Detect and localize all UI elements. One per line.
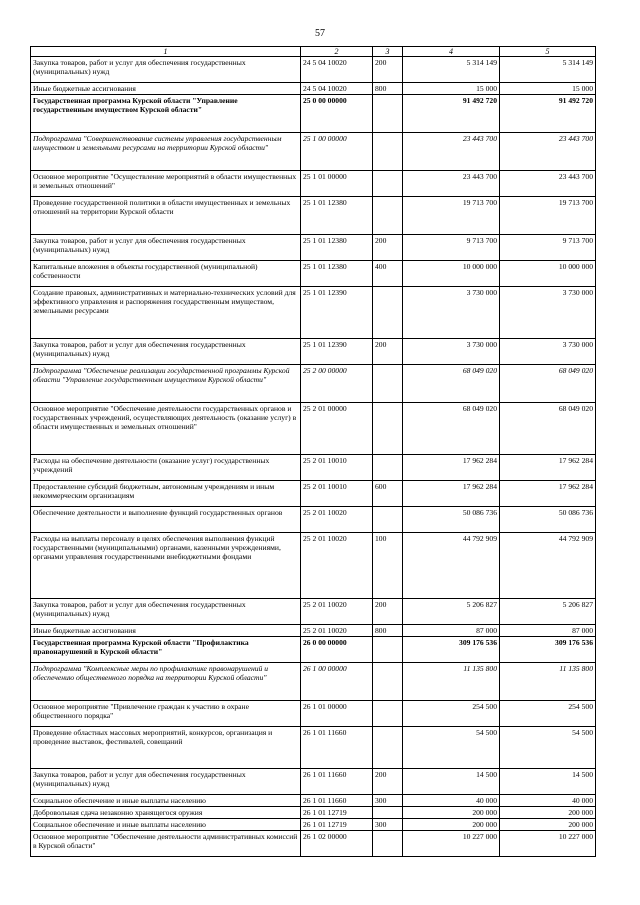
row-name-cell: Закупка товаров, работ и услуг для обеспечения государственных (муниципальных) нужд — [31, 235, 301, 261]
row-amount-cell: 15 000 — [500, 83, 596, 95]
row-amount-cell: 9 713 700 — [403, 235, 500, 261]
row-name-cell: Основное мероприятие "Обеспечение деятельности государственных органов и государственных учреждений, осуществляющих деятельность (оказание услуг) в области имущественных и земельных отношений" — [31, 403, 301, 455]
row-amount-cell: 17 962 284 — [500, 455, 596, 481]
table-row — [31, 133, 596, 171]
row-name-cell: Расходы на обеспечение деятельности (оказание услуг) государственных учреждений — [31, 455, 301, 481]
table-row — [31, 507, 596, 533]
table-row — [31, 235, 596, 261]
row-amount-cell: 19 713 700 — [403, 197, 500, 235]
row-name-cell: Основное мероприятие "Привлечение граждан к участию в охране общественного порядка" — [31, 701, 301, 727]
column-header: 4 — [403, 47, 500, 57]
row-code-cell: 25 2 01 10020 — [301, 507, 373, 533]
row-amount-cell: 40 000 — [500, 795, 596, 807]
row-name-cell: Закупка товаров, работ и услуг для обеспечения государственных (муниципальных) нужд — [31, 57, 301, 83]
table-row — [31, 807, 596, 819]
row-code-cell: 26 1 01 00000 — [301, 701, 373, 727]
row-amount-cell: 200 000 — [403, 807, 500, 819]
row-name-cell: Государственная программа Курской области "Управление государственным имуществом Курской области" — [31, 95, 301, 133]
table-row — [31, 95, 596, 133]
row-expense-type-cell — [373, 727, 403, 769]
table-row — [31, 769, 596, 795]
row-expense-type-cell — [373, 403, 403, 455]
row-code-cell: 25 1 01 12390 — [301, 287, 373, 339]
row-amount-cell: 68 049 020 — [403, 365, 500, 403]
row-amount-cell: 309 176 536 — [500, 637, 596, 663]
column-header: 3 — [373, 47, 403, 57]
table-row — [31, 533, 596, 599]
row-code-cell: 24 5 04 10020 — [301, 57, 373, 83]
page-number: 57 — [315, 28, 325, 39]
row-code-cell: 24 5 04 10020 — [301, 83, 373, 95]
row-name-cell: Обеспечение деятельности и выполнение функций государственных органов — [31, 507, 301, 533]
row-name-cell: Закупка товаров, работ и услуг для обеспечения государственных (муниципальных) нужд — [31, 339, 301, 365]
row-amount-cell: 200 000 — [500, 819, 596, 831]
row-expense-type-cell: 200 — [373, 599, 403, 625]
table-row — [31, 455, 596, 481]
row-expense-type-cell: 300 — [373, 795, 403, 807]
row-code-cell: 25 2 01 10020 — [301, 625, 373, 637]
row-expense-type-cell — [373, 663, 403, 701]
row-name-cell: Предоставление субсидий бюджетным, автономным учреждениям и иным некоммерческим организациям — [31, 481, 301, 507]
row-expense-type-cell — [373, 287, 403, 339]
row-code-cell: 25 1 01 12390 — [301, 339, 373, 365]
row-expense-type-cell — [373, 807, 403, 819]
row-amount-cell: 23 443 700 — [403, 133, 500, 171]
row-name-cell: Расходы на выплаты персоналу в целях обеспечения выполнения функций государственными (муниципальными) органами, казенными учреждениями, органами управления государственными внебюджетными фондами — [31, 533, 301, 599]
row-amount-cell: 3 730 000 — [403, 287, 500, 339]
budget-table — [30, 46, 596, 857]
row-amount-cell: 17 962 284 — [403, 455, 500, 481]
row-code-cell: 26 1 01 11660 — [301, 795, 373, 807]
row-expense-type-cell — [373, 701, 403, 727]
row-amount-cell: 91 492 720 — [500, 95, 596, 133]
row-amount-cell: 17 962 284 — [403, 481, 500, 507]
table-row — [31, 57, 596, 83]
row-name-cell: Проведение государственной политики в области имущественных и земельных отношений на территории Курской области — [31, 197, 301, 235]
row-name-cell: Закупка товаров, работ и услуг для обеспечения государственных (муниципальных) нужд — [31, 599, 301, 625]
row-amount-cell: 309 176 536 — [403, 637, 500, 663]
table-row — [31, 261, 596, 287]
row-amount-cell: 9 713 700 — [500, 235, 596, 261]
row-name-cell: Основное мероприятие "Осуществление мероприятий в области имущественных и земельных отношений" — [31, 171, 301, 197]
row-amount-cell: 40 000 — [403, 795, 500, 807]
row-expense-type-cell — [373, 507, 403, 533]
row-code-cell: 26 1 02 00000 — [301, 831, 373, 857]
row-code-cell: 25 0 00 00000 — [301, 95, 373, 133]
row-amount-cell: 50 086 736 — [403, 507, 500, 533]
row-expense-type-cell: 100 — [373, 533, 403, 599]
table-row — [31, 83, 596, 95]
row-amount-cell: 200 000 — [403, 819, 500, 831]
row-amount-cell: 54 500 — [500, 727, 596, 769]
row-code-cell: 25 2 01 10020 — [301, 533, 373, 599]
row-amount-cell: 23 443 700 — [500, 133, 596, 171]
row-name-cell: Капитальные вложения в объекты государственной (муниципальной) собственности — [31, 261, 301, 287]
row-code-cell: 26 1 01 12719 — [301, 819, 373, 831]
table-row — [31, 197, 596, 235]
row-name-cell: Социальное обеспечение и иные выплаты населению — [31, 819, 301, 831]
column-header: 1 — [31, 47, 301, 57]
row-name-cell: Подпрограмма "Обеспечение реализации государственной программы Курской области "Управление государственным имуществом Курской области" — [31, 365, 301, 403]
row-expense-type-cell — [373, 133, 403, 171]
row-amount-cell: 19 713 700 — [500, 197, 596, 235]
table-row — [31, 727, 596, 769]
row-amount-cell: 87 000 — [500, 625, 596, 637]
row-amount-cell: 11 135 800 — [403, 663, 500, 701]
row-amount-cell: 5 206 827 — [403, 599, 500, 625]
row-amount-cell: 17 962 284 — [500, 481, 596, 507]
row-expense-type-cell: 200 — [373, 57, 403, 83]
table-row — [31, 365, 596, 403]
row-expense-type-cell: 200 — [373, 339, 403, 365]
row-code-cell: 25 1 01 12380 — [301, 261, 373, 287]
row-amount-cell: 14 500 — [500, 769, 596, 795]
row-name-cell: Государственная программа Курской области "Профилактика правонарушений в Курской области" — [31, 637, 301, 663]
row-name-cell: Проведение областных массовых мероприятий, конкурсов, организация и проведение выставок, фестивалей, совещаний — [31, 727, 301, 769]
table-row — [31, 403, 596, 455]
row-amount-cell: 200 000 — [500, 807, 596, 819]
row-expense-type-cell: 400 — [373, 261, 403, 287]
row-amount-cell: 3 730 000 — [403, 339, 500, 365]
row-amount-cell: 3 730 000 — [500, 287, 596, 339]
row-code-cell: 25 1 01 12380 — [301, 235, 373, 261]
row-code-cell: 25 1 01 12380 — [301, 197, 373, 235]
column-header: 5 — [500, 47, 596, 57]
row-amount-cell: 10 227 000 — [403, 831, 500, 857]
table-row — [31, 637, 596, 663]
row-amount-cell: 50 086 736 — [500, 507, 596, 533]
row-code-cell: 25 1 00 00000 — [301, 133, 373, 171]
row-code-cell: 25 1 01 00000 — [301, 171, 373, 197]
row-amount-cell: 87 000 — [403, 625, 500, 637]
row-amount-cell: 23 443 700 — [403, 171, 500, 197]
row-name-cell: Иные бюджетные ассигнования — [31, 625, 301, 637]
row-code-cell: 26 0 00 00000 — [301, 637, 373, 663]
row-expense-type-cell — [373, 197, 403, 235]
row-amount-cell: 10 000 000 — [403, 261, 500, 287]
row-amount-cell: 5 314 149 — [500, 57, 596, 83]
row-expense-type-cell — [373, 831, 403, 857]
row-amount-cell: 3 730 000 — [500, 339, 596, 365]
row-expense-type-cell — [373, 365, 403, 403]
row-name-cell: Подпрограмма "Комплексные меры по профилактике правонарушений и обеспечению общественного порядка на территории Курской области" — [31, 663, 301, 701]
row-code-cell: 26 1 01 11660 — [301, 769, 373, 795]
row-code-cell: 25 2 01 10020 — [301, 599, 373, 625]
table-row — [31, 701, 596, 727]
row-amount-cell: 68 049 020 — [403, 403, 500, 455]
table-row — [31, 795, 596, 807]
row-amount-cell: 68 049 020 — [500, 365, 596, 403]
row-expense-type-cell — [373, 95, 403, 133]
row-amount-cell: 68 049 020 — [500, 403, 596, 455]
column-header: 2 — [301, 47, 373, 57]
row-name-cell: Создание правовых, административных и материально-технических условий для эффективного управления и распоряжения государственным имуществом, земельными ресурсами — [31, 287, 301, 339]
row-amount-cell: 10 227 000 — [500, 831, 596, 857]
table-row — [31, 819, 596, 831]
row-expense-type-cell: 800 — [373, 625, 403, 637]
table-row — [31, 339, 596, 365]
row-amount-cell: 254 500 — [403, 701, 500, 727]
row-code-cell: 25 2 01 10010 — [301, 455, 373, 481]
row-code-cell: 26 1 00 00000 — [301, 663, 373, 701]
row-code-cell: 25 2 01 00000 — [301, 403, 373, 455]
row-expense-type-cell: 600 — [373, 481, 403, 507]
row-amount-cell: 14 500 — [403, 769, 500, 795]
row-name-cell: Основное мероприятие "Обеспечение деятельности административных комиссий в Курской области" — [31, 831, 301, 857]
table-row — [31, 663, 596, 701]
row-amount-cell: 44 792 909 — [403, 533, 500, 599]
row-expense-type-cell: 300 — [373, 819, 403, 831]
row-code-cell: 25 2 01 10010 — [301, 481, 373, 507]
row-amount-cell: 254 500 — [500, 701, 596, 727]
row-amount-cell: 15 000 — [403, 83, 500, 95]
row-amount-cell: 5 314 149 — [403, 57, 500, 83]
row-name-cell: Закупка товаров, работ и услуг для обеспечения государственных (муниципальных) нужд — [31, 769, 301, 795]
row-amount-cell: 91 492 720 — [403, 95, 500, 133]
row-amount-cell: 23 443 700 — [500, 171, 596, 197]
row-amount-cell: 54 500 — [403, 727, 500, 769]
row-expense-type-cell — [373, 637, 403, 663]
row-name-cell: Социальное обеспечение и иные выплаты населению — [31, 795, 301, 807]
table-header-row — [31, 47, 596, 57]
table-row — [31, 599, 596, 625]
row-amount-cell: 11 135 800 — [500, 663, 596, 701]
row-expense-type-cell — [373, 455, 403, 481]
table-row — [31, 831, 596, 857]
table-row — [31, 481, 596, 507]
row-code-cell: 26 1 01 12719 — [301, 807, 373, 819]
row-amount-cell: 44 792 909 — [500, 533, 596, 599]
row-code-cell: 26 1 01 11660 — [301, 727, 373, 769]
row-code-cell: 25 2 00 00000 — [301, 365, 373, 403]
row-name-cell: Подпрограмма "Совершенствование системы управления государственным имуществом и земельными ресурсами на территории Курской области" — [31, 133, 301, 171]
table-row — [31, 287, 596, 339]
row-name-cell: Добровольная сдача незаконно хранящегося оружия — [31, 807, 301, 819]
row-expense-type-cell — [373, 171, 403, 197]
table-row — [31, 171, 596, 197]
row-amount-cell: 10 000 000 — [500, 261, 596, 287]
row-expense-type-cell: 200 — [373, 769, 403, 795]
row-amount-cell: 5 206 827 — [500, 599, 596, 625]
row-expense-type-cell: 800 — [373, 83, 403, 95]
row-expense-type-cell: 200 — [373, 235, 403, 261]
table-row — [31, 625, 596, 637]
row-name-cell: Иные бюджетные ассигнования — [31, 83, 301, 95]
